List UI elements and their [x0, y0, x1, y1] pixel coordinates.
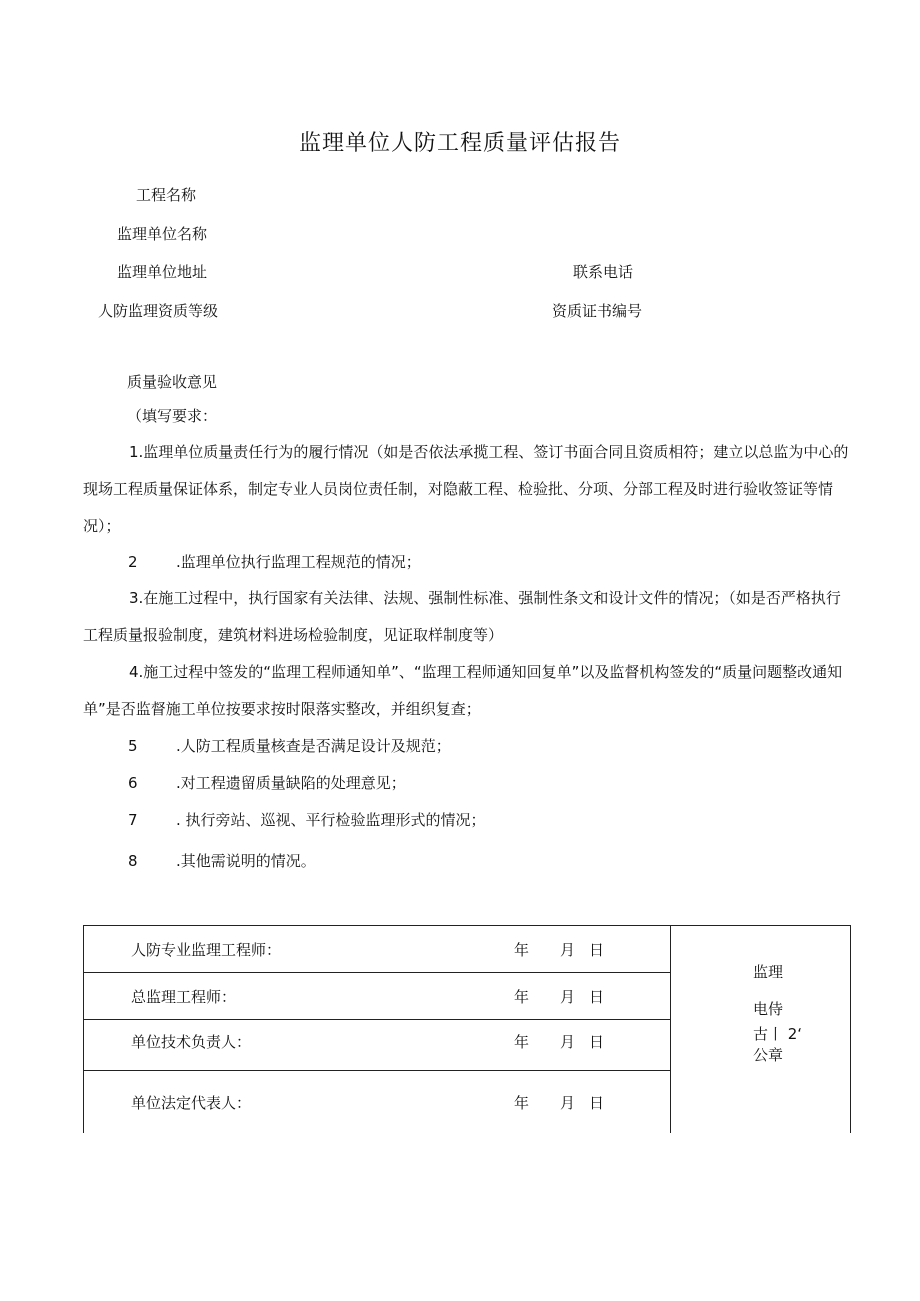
opinion-heading: 质量验收意见: [127, 373, 218, 391]
day-label: 日: [589, 1094, 605, 1112]
supervisor-name-label: 监理单位名称: [117, 225, 208, 243]
technical-head-label: 单位技术负责人：: [131, 1033, 252, 1051]
table-row-divider: [84, 972, 670, 973]
requirement-item-8-text: .其他需说明的情况。: [176, 852, 316, 870]
requirement-item-6-text: .对工程遗留质量缺陷的处理意见；: [176, 774, 406, 792]
legal-representative-label: 单位法定代表人：: [131, 1094, 252, 1112]
project-name-label: 工程名称: [136, 186, 197, 204]
stamp-text-line-4: 公章: [753, 1046, 784, 1064]
month-label: 月: [560, 941, 576, 959]
day-label: 日: [589, 941, 605, 959]
requirements-intro: （填写要求：: [127, 407, 218, 425]
year-label: 年: [514, 1033, 530, 1051]
requirement-item-3: 3.在施工过程中，执行国家有关法律、法规、强制性标准、强制性条文和设计文件的情况；（如是否严格执行工程质量报验制度，建筑材料进场检验制度，见证取样制度等）: [83, 589, 841, 644]
requirement-item-6-number: 6: [128, 774, 138, 792]
requirement-item-8-number: 8: [128, 852, 138, 870]
year-label: 年: [514, 988, 530, 1006]
table-row-divider: [84, 1019, 670, 1020]
table-row-divider: [84, 1070, 670, 1071]
stamp-text-line-1: 监理: [753, 963, 784, 981]
signature-table: [83, 925, 851, 1133]
requirement-item-5-text: .人防工程质量核查是否满足设计及规范；: [176, 737, 451, 755]
day-label: 日: [589, 1033, 605, 1051]
requirement-item-2-text: .监理单位执行监理工程规范的情况；: [176, 553, 421, 571]
month-label: 月: [560, 1094, 576, 1112]
day-label: 日: [589, 988, 605, 1006]
certificate-number-label: 资质证书编号: [552, 302, 643, 320]
requirement-item-1: 1.监理单位质量责任行为的履行情况（如是否依法承揽工程、签订书面合同且资质相符；建立以总监为中心的现场工程质量保证体系，制定专业人员岗位责任制，对隐蔽工程、检验批、分项、分部工程及时进行验收签证等情况）；: [83, 443, 849, 535]
month-label: 月: [560, 1033, 576, 1051]
civil-defense-engineer-label: 人防专业监理工程师：: [131, 941, 282, 959]
stamp-text-line-2: 电侍: [753, 1000, 784, 1018]
requirement-item-5-number: 5: [128, 737, 138, 755]
requirement-item-2-number: 2: [128, 553, 138, 571]
qualification-level-label: 人防监理资质等级: [98, 302, 219, 320]
year-label: 年: [514, 941, 530, 959]
stamp-text-line-3: 古丨 2‘: [753, 1025, 803, 1043]
requirement-item-7-text: . 执行旁站、巡视、平行检验监理形式的情况；: [176, 811, 486, 829]
year-label: 年: [514, 1094, 530, 1112]
month-label: 月: [560, 988, 576, 1006]
contact-phone-label: 联系电话: [573, 263, 634, 281]
supervisor-address-label: 监理单位地址: [117, 263, 208, 281]
page-title: 监理单位人防工程质量评估报告: [298, 131, 621, 156]
chief-engineer-label: 总监理工程师：: [131, 988, 237, 1006]
requirement-item-4: 4.施工过程中签发的“监理工程师通知单”、“监理工程师通知回复单”以及监督机构签发的“质量问题整改通知单”是否监督施工单位按要求按时限落实整改，并组织复查；: [83, 663, 843, 718]
requirement-item-7-number: 7: [128, 811, 138, 829]
table-column-divider: [670, 926, 671, 1133]
